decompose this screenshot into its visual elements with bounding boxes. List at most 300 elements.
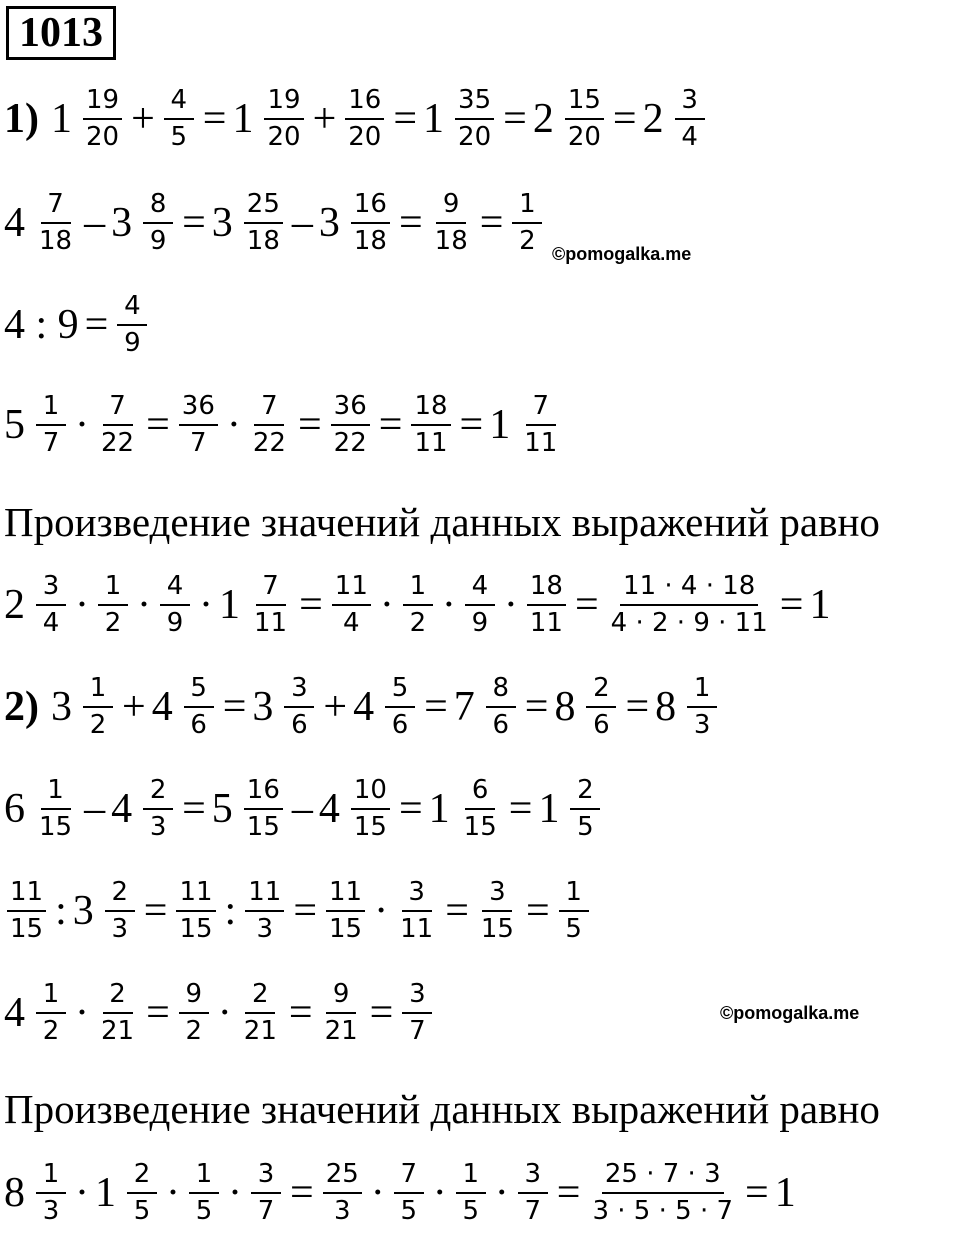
operator: – <box>84 785 106 832</box>
whole-part: 4 <box>318 785 340 832</box>
fraction <box>244 190 283 255</box>
fraction-numerator: 3 <box>251 1160 281 1194</box>
fraction <box>245 878 284 943</box>
whole-part: 2 <box>532 95 554 142</box>
fraction-numerator: 18 <box>411 392 450 426</box>
fraction <box>411 392 450 457</box>
fraction <box>160 572 190 637</box>
operator: = <box>293 887 317 934</box>
expression-text: 1 <box>774 1169 796 1216</box>
whole-part: 1 <box>51 95 72 142</box>
fraction-numerator: 2 <box>586 674 616 708</box>
whole-part: 3 <box>111 199 133 246</box>
mixed-number <box>423 86 497 151</box>
fraction-denominator: 9 <box>166 607 184 638</box>
operator: – <box>291 199 313 246</box>
whole-part: 4 <box>4 989 25 1036</box>
operator: = <box>779 581 804 628</box>
fraction-numerator: 1 <box>456 1160 486 1194</box>
conclusion-text: Произведение значений данных выражений равно <box>4 499 880 545</box>
fraction <box>351 190 390 255</box>
equation-line <box>4 980 435 1045</box>
fraction-denominator: 20 <box>348 121 382 152</box>
problem-number: 1013 <box>6 6 116 60</box>
fraction-denominator: 3 · 5 · 5 · 7 <box>592 1195 734 1226</box>
fraction <box>36 572 66 637</box>
fraction-numerator: 35 <box>455 86 494 120</box>
fraction-denominator: 6 <box>291 709 308 740</box>
operator: · <box>75 581 89 628</box>
mixed-number <box>4 572 69 637</box>
fraction-denominator: 15 <box>39 811 73 842</box>
mixed-number <box>111 190 176 255</box>
whole-part: 3 <box>51 683 72 730</box>
fraction-denominator: 21 <box>243 1015 277 1046</box>
operator: = <box>625 683 650 730</box>
fraction-denominator: 9 <box>471 607 489 638</box>
operator: · <box>370 1169 385 1216</box>
fraction-numerator: 10 <box>351 776 390 810</box>
operator: · <box>226 401 241 448</box>
fraction-numerator: 4 <box>160 572 190 606</box>
operator: = <box>299 581 323 628</box>
fraction-numerator: 11 <box>332 572 371 606</box>
fraction-numerator: 3 <box>402 878 432 912</box>
whole-part: 3 <box>72 887 94 934</box>
fraction-numerator: 25 <box>244 190 283 224</box>
mixed-number <box>51 86 125 151</box>
watermark: ©pomogalka.me <box>552 244 692 264</box>
fraction-numerator: 2 <box>105 878 135 912</box>
operator: = <box>146 989 170 1036</box>
operator: = <box>479 199 504 246</box>
mixed-number <box>252 674 317 739</box>
operator: = <box>369 989 394 1036</box>
fraction-numerator: 9 <box>436 190 466 224</box>
fraction <box>385 674 415 739</box>
fraction-denominator: 3 <box>256 913 274 944</box>
operator: = <box>556 1169 581 1216</box>
fraction-denominator: 6 <box>492 709 510 740</box>
fraction-numerator: 7 <box>394 1160 424 1194</box>
operator: · <box>166 1169 180 1216</box>
fraction-denominator: 11 <box>529 607 563 638</box>
fraction-denominator: 7 <box>42 427 60 458</box>
fraction-numerator: 2 <box>570 776 600 810</box>
fraction-numerator: 1 <box>83 674 113 708</box>
mixed-number <box>152 674 217 739</box>
fraction <box>184 674 214 739</box>
whole-part: 1 <box>489 401 511 448</box>
fraction <box>397 878 436 943</box>
fraction-denominator: 4 · 2 · 9 · 11 <box>610 607 768 638</box>
fraction <box>179 980 209 1045</box>
fraction-numerator: 6 <box>465 776 495 810</box>
fraction <box>512 190 542 255</box>
operator: = <box>398 785 423 832</box>
fraction <box>402 980 432 1045</box>
fraction-denominator: 15 <box>179 913 213 944</box>
operator: = <box>424 683 448 730</box>
fraction-numerator: 11 · 4 · 18 <box>620 572 758 606</box>
whole-part: 8 <box>655 683 677 730</box>
whole-part: 3 <box>318 199 340 246</box>
fraction-numerator: 11 <box>326 878 365 912</box>
fraction <box>589 1160 736 1225</box>
fraction-numerator: 3 <box>675 86 705 120</box>
fraction <box>241 980 280 1045</box>
fraction <box>331 392 370 457</box>
fraction-numerator: 1 <box>36 980 66 1014</box>
operator: = <box>574 581 599 628</box>
fraction-denominator: 22 <box>333 427 367 458</box>
fraction <box>394 1160 424 1225</box>
fraction <box>586 674 616 739</box>
fraction-denominator: 5 <box>565 913 582 944</box>
operator: · <box>137 581 151 628</box>
fraction-denominator: 7 <box>409 1015 426 1046</box>
fraction-numerator: 8 <box>143 190 173 224</box>
fraction <box>332 572 371 637</box>
mixed-number <box>212 776 286 841</box>
operator: = <box>378 401 403 448</box>
fraction-numerator: 1 <box>98 572 128 606</box>
fraction-denominator: 2 <box>409 607 427 638</box>
mixed-number <box>212 190 286 255</box>
fraction <box>105 878 135 943</box>
mixed-number <box>489 392 563 457</box>
whole-part: 4 <box>353 683 375 730</box>
whole-part: 4 <box>151 683 173 730</box>
fraction <box>461 776 500 841</box>
operator: · <box>432 1169 447 1216</box>
fraction-numerator: 3 <box>36 572 66 606</box>
equation-line <box>4 674 720 739</box>
fraction-numerator: 5 <box>184 674 214 708</box>
operator: = <box>290 1169 314 1216</box>
operator: : <box>224 887 237 934</box>
fraction-denominator: 2 <box>104 607 122 638</box>
fraction-numerator: 2 <box>245 980 275 1014</box>
fraction-numerator: 1 <box>36 1160 66 1194</box>
operator: = <box>222 683 247 730</box>
fraction-numerator: 1 <box>189 1160 219 1194</box>
mixed-number <box>429 776 503 841</box>
operator: = <box>84 301 109 348</box>
fraction-denominator: 20 <box>86 121 120 152</box>
operator: · <box>379 581 394 628</box>
fraction-denominator: 9 <box>149 225 167 256</box>
fraction-denominator: 2 <box>519 225 536 256</box>
operator: · <box>199 581 213 628</box>
fraction <box>251 1160 281 1225</box>
mixed-number <box>4 1160 69 1225</box>
operator: – <box>84 199 106 246</box>
part-label: 1) <box>4 95 39 142</box>
mixed-number <box>533 86 607 151</box>
fraction-denominator: 22 <box>101 427 135 458</box>
operator: · <box>75 401 89 448</box>
operator: = <box>146 401 170 448</box>
fraction-numerator: 16 <box>244 776 283 810</box>
fraction-denominator: 7 <box>190 427 207 458</box>
operator: = <box>508 785 533 832</box>
mixed-number <box>4 776 78 841</box>
operator: = <box>143 887 168 934</box>
fraction-denominator: 20 <box>267 121 301 152</box>
fraction-numerator: 4 <box>117 292 147 326</box>
fraction-numerator: 9 <box>179 980 209 1014</box>
mixed-number <box>95 1160 160 1225</box>
fraction-numerator: 15 <box>565 86 604 120</box>
fraction-numerator: 4 <box>164 86 194 120</box>
whole-part: 1 <box>428 785 450 832</box>
fraction-denominator: 9 <box>124 327 141 358</box>
fraction-denominator: 3 <box>149 811 167 842</box>
fraction-numerator: 1 <box>41 776 71 810</box>
fraction-numerator: 25 · 7 · 3 <box>602 1160 724 1194</box>
fraction-denominator: 4 <box>343 607 360 638</box>
mixed-number <box>353 674 418 739</box>
equation-line <box>4 86 708 151</box>
fraction-numerator: 7 <box>256 572 286 606</box>
fraction <box>127 1160 157 1225</box>
fraction-denominator: 11 <box>414 427 448 458</box>
fraction-numerator: 9 <box>326 980 356 1014</box>
operator: = <box>459 401 484 448</box>
operator: = <box>445 887 469 934</box>
whole-part: 5 <box>4 401 25 448</box>
whole-part: 4 <box>4 199 25 246</box>
fraction <box>98 572 128 637</box>
operator: – <box>291 785 313 832</box>
mixed-number <box>319 776 393 841</box>
operator: : <box>55 887 67 934</box>
fraction <box>250 392 289 457</box>
equation-line <box>4 392 563 457</box>
operator: · <box>441 581 456 628</box>
whole-part: 2 <box>642 95 664 142</box>
fraction-numerator: 1 <box>36 392 66 426</box>
mixed-number <box>111 776 176 841</box>
fraction-denominator: 4 <box>681 121 698 152</box>
fraction-denominator: 3 <box>111 913 129 944</box>
fraction-numerator: 1 <box>559 878 589 912</box>
whole-part: 2 <box>4 581 25 628</box>
whole-part: 1 <box>219 581 240 628</box>
fraction-denominator: 5 <box>577 811 594 842</box>
fraction <box>98 392 137 457</box>
fraction-numerator: 8 <box>486 674 516 708</box>
fraction-numerator: 25 <box>323 1160 362 1194</box>
fraction-numerator: 7 <box>254 392 284 426</box>
fraction <box>83 86 122 151</box>
fraction-numerator: 4 <box>465 572 495 606</box>
fraction <box>351 776 390 841</box>
operator: + <box>122 683 146 730</box>
equation-line <box>4 878 592 943</box>
fraction <box>143 776 173 841</box>
fraction <box>432 190 471 255</box>
fraction-denominator: 6 <box>190 709 207 740</box>
fraction <box>244 776 283 841</box>
mixed-number <box>51 674 116 739</box>
expression-text: 4 : 9 <box>4 301 79 348</box>
fraction <box>117 292 147 357</box>
fraction-denominator: 21 <box>101 1015 135 1046</box>
fraction-numerator: 7 <box>526 392 556 426</box>
mixed-number <box>4 980 69 1045</box>
fraction-numerator: 7 <box>103 392 133 426</box>
whole-part: 3 <box>211 199 233 246</box>
fraction <box>176 878 215 943</box>
fraction <box>326 878 365 943</box>
equation-line <box>4 292 150 357</box>
fraction <box>521 392 560 457</box>
operator: + <box>131 95 155 142</box>
fraction <box>322 980 361 1045</box>
whole-part: 8 <box>554 683 576 730</box>
fraction-numerator: 3 <box>402 980 432 1014</box>
mixed-number <box>73 878 138 943</box>
fraction-numerator: 3 <box>284 674 314 708</box>
fraction <box>98 980 137 1045</box>
fraction-numerator: 11 <box>176 878 215 912</box>
fraction-denominator: 4 <box>42 607 60 638</box>
fraction-numerator: 1 <box>403 572 433 606</box>
mixed-number <box>655 674 720 739</box>
operator: = <box>745 1169 769 1216</box>
fraction-numerator: 3 <box>482 878 512 912</box>
fraction <box>7 878 46 943</box>
fraction <box>143 190 173 255</box>
operator: = <box>524 683 549 730</box>
fraction-numerator: 16 <box>351 190 390 224</box>
whole-part: 6 <box>4 785 25 832</box>
mixed-number <box>538 776 603 841</box>
mixed-number <box>232 86 306 151</box>
equation-line <box>4 776 603 841</box>
fraction-denominator: 11 <box>400 913 434 944</box>
fraction-numerator: 1 <box>687 674 717 708</box>
fraction <box>518 1160 548 1225</box>
operator: · <box>228 1169 242 1216</box>
whole-part: 1 <box>232 95 254 142</box>
fraction <box>83 674 113 739</box>
operator: · <box>503 581 518 628</box>
operator: = <box>525 887 550 934</box>
fraction <box>264 86 303 151</box>
fraction-denominator: 18 <box>246 225 280 256</box>
fraction-denominator: 6 <box>593 709 610 740</box>
fraction-denominator: 22 <box>252 427 286 458</box>
whole-part: 3 <box>252 683 274 730</box>
fraction-denominator: 7 <box>524 1195 542 1226</box>
operator: = <box>182 785 206 832</box>
fraction-denominator: 3 <box>333 1195 351 1226</box>
fraction-numerator: 19 <box>83 86 122 120</box>
whole-part: 5 <box>211 785 233 832</box>
equation-line <box>4 1160 796 1225</box>
fraction-denominator: 18 <box>353 225 387 256</box>
fraction <box>565 86 604 151</box>
fraction-numerator: 18 <box>527 572 566 606</box>
fraction-denominator: 20 <box>567 121 601 152</box>
fraction-denominator: 7 <box>257 1195 275 1226</box>
fraction-numerator: 19 <box>264 86 303 120</box>
operator: = <box>297 401 322 448</box>
fraction-numerator: 16 <box>345 86 384 120</box>
fraction <box>570 776 600 841</box>
whole-part: 8 <box>4 1169 25 1216</box>
whole-part: 1 <box>423 95 445 142</box>
fraction-denominator: 2 <box>89 709 107 740</box>
fraction-numerator: 5 <box>385 674 415 708</box>
fraction-denominator: 2 <box>42 1015 60 1046</box>
operator: = <box>288 989 313 1036</box>
whole-part: 1 <box>538 785 560 832</box>
fraction <box>36 392 66 457</box>
operator: = <box>398 199 423 246</box>
fraction <box>527 572 566 637</box>
mixed-number <box>454 674 519 739</box>
fraction-numerator: 2 <box>103 980 133 1014</box>
mixed-number <box>643 86 708 151</box>
fraction-numerator: 11 <box>7 878 46 912</box>
fraction-denominator: 11 <box>254 607 288 638</box>
whole-part: 1 <box>95 1169 116 1216</box>
mixed-number <box>219 572 293 637</box>
conclusion-text: Произведение значений данных выражений равно <box>4 1086 880 1132</box>
fraction-numerator: 2 <box>143 776 173 810</box>
fraction-denominator: 5 <box>133 1195 151 1226</box>
equation-line <box>4 190 545 255</box>
operator: · <box>217 989 232 1036</box>
fraction <box>36 980 66 1045</box>
fraction-denominator: 5 <box>195 1195 213 1226</box>
fraction <box>36 190 75 255</box>
fraction <box>323 1160 362 1225</box>
mixed-number <box>319 190 393 255</box>
fraction-denominator: 15 <box>463 811 497 842</box>
fraction-denominator: 5 <box>462 1195 480 1226</box>
operator: · <box>374 887 389 934</box>
fraction-denominator: 6 <box>391 709 409 740</box>
fraction <box>189 1160 219 1225</box>
mixed-number <box>4 190 78 255</box>
fraction <box>687 674 717 739</box>
fraction-denominator: 18 <box>39 225 73 256</box>
fraction <box>164 86 194 151</box>
fraction <box>478 878 517 943</box>
fraction-denominator: 2 <box>185 1015 203 1046</box>
fraction-numerator: 11 <box>245 878 284 912</box>
fraction-denominator: 5 <box>400 1195 418 1226</box>
part-label: 2) <box>4 683 39 730</box>
fraction-denominator: 20 <box>458 121 492 152</box>
mixed-number <box>554 674 619 739</box>
fraction-numerator: 36 <box>179 392 218 426</box>
fraction-denominator: 15 <box>10 913 44 944</box>
fraction-denominator: 3 <box>42 1195 60 1226</box>
operator: · <box>494 1169 509 1216</box>
fraction-denominator: 3 <box>693 709 711 740</box>
operator: = <box>612 95 637 142</box>
fraction <box>559 878 589 943</box>
operator: = <box>503 95 527 142</box>
operator: · <box>75 989 89 1036</box>
operator: = <box>182 199 206 246</box>
